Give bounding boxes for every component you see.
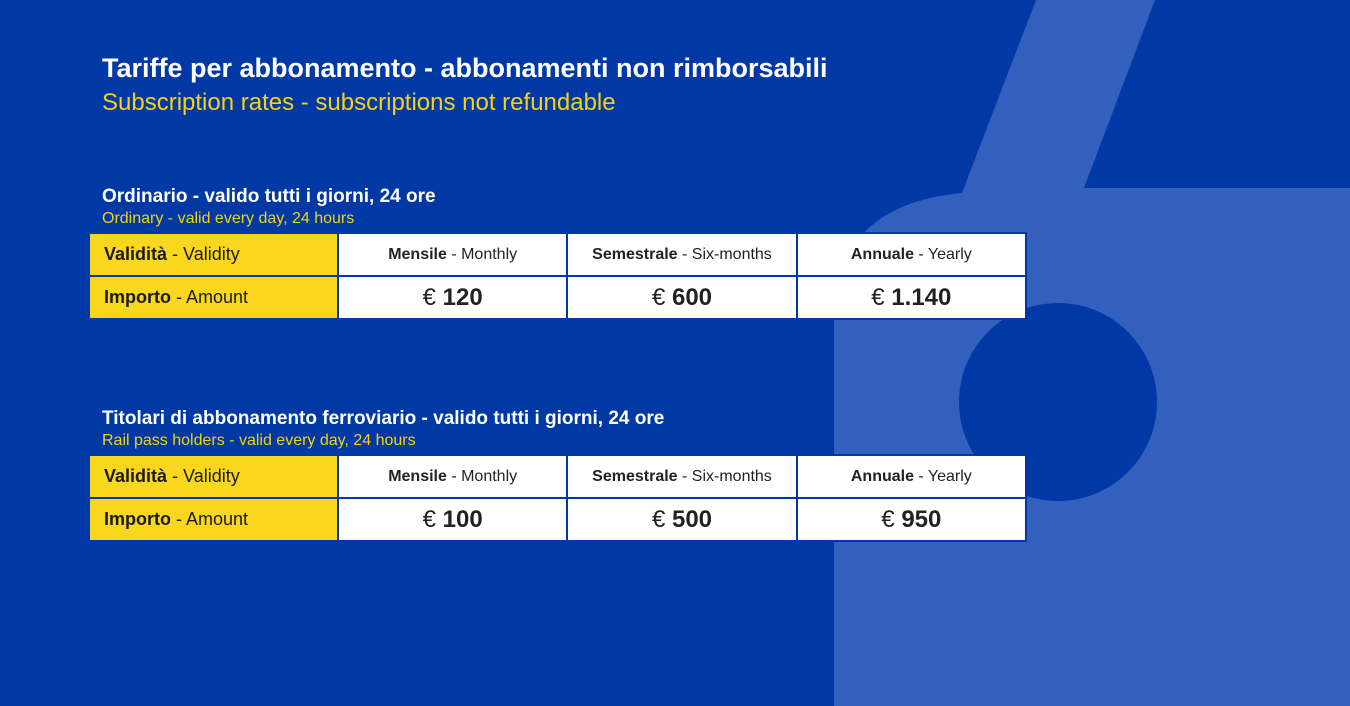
validity-label-it: Validità (104, 244, 168, 264)
validity-label-en: - Validity (167, 466, 240, 486)
yearly-amount: 1.140 (891, 283, 952, 311)
monthly-en: - Monthly (446, 467, 518, 485)
monthly-amount-cell (338, 276, 567, 319)
yearly-it: Annuale (850, 245, 914, 263)
amount-row (89, 276, 1026, 319)
yearly-amount-cell (797, 276, 1026, 319)
yearly-header-cell (797, 233, 1026, 276)
six-months-amount: 600 (671, 283, 713, 311)
six-months-en: - Six-months (677, 245, 772, 263)
six-months-en: - Six-months (677, 467, 772, 485)
six-months-header-cell (567, 233, 796, 276)
yearly-en: - Yearly (913, 245, 972, 263)
amount-label-it: Importo (104, 509, 171, 529)
currency-symbol: € (651, 505, 672, 533)
section-title: Titolari di abbonamento ferroviario - valido tutti i giorni, 24 ore (102, 408, 665, 429)
monthly-amount: 100 (442, 505, 483, 533)
monthly-amount: 120 (442, 283, 483, 311)
currency-symbol: € (871, 283, 892, 311)
validity-label-cell (89, 455, 338, 498)
yearly-it: Annuale (850, 467, 914, 485)
amount-label-cell (89, 276, 338, 319)
section-title: Ordinario - valido tutti i giorni, 24 ore (102, 186, 436, 207)
six-months-header-cell (567, 455, 796, 498)
rates-table (88, 232, 1027, 320)
monthly-header-cell (338, 233, 567, 276)
six-months-it: Semestrale (592, 467, 678, 485)
section-subtitle: Ordinary - valid every day, 24 hours (102, 210, 355, 227)
yearly-header-cell (797, 455, 1026, 498)
validity-row (89, 233, 1026, 276)
validity-label-it: Validità (104, 466, 168, 486)
amount-label-en: - Amount (171, 287, 249, 307)
section-ordinary (88, 185, 1028, 320)
validity-row (89, 455, 1026, 498)
six-months-it: Semestrale (592, 245, 678, 263)
monthly-it: Mensile (388, 245, 447, 263)
yearly-amount: 950 (901, 505, 942, 533)
six-months-amount-cell (567, 498, 796, 541)
monthly-amount-cell (338, 498, 567, 541)
amount-row (89, 498, 1026, 541)
page-title: Tariffe per abbonamento - abbonamenti non rimborsabili (102, 53, 828, 83)
amount-label-en: - Amount (171, 509, 249, 529)
rates-table (88, 454, 1027, 542)
currency-symbol: € (422, 283, 443, 311)
section-rail-pass-holders (88, 407, 1028, 542)
yearly-amount-cell (797, 498, 1026, 541)
currency-symbol: € (651, 283, 672, 311)
monthly-header-cell (338, 455, 567, 498)
amount-label-it: Importo (104, 287, 171, 307)
six-months-amount-cell (567, 276, 796, 319)
section-subtitle: Rail pass holders - valid every day, 24 hours (102, 432, 416, 449)
monthly-it: Mensile (388, 467, 447, 485)
monthly-en: - Monthly (446, 245, 518, 263)
yearly-en: - Yearly (913, 467, 972, 485)
amount-label-cell (89, 498, 338, 541)
currency-symbol: € (881, 505, 902, 533)
validity-label-en: - Validity (167, 244, 240, 264)
six-months-amount: 500 (671, 505, 713, 533)
page-subtitle: Subscription rates - subscriptions not refundable (102, 89, 616, 116)
validity-label-cell (89, 233, 338, 276)
currency-symbol: € (422, 505, 443, 533)
